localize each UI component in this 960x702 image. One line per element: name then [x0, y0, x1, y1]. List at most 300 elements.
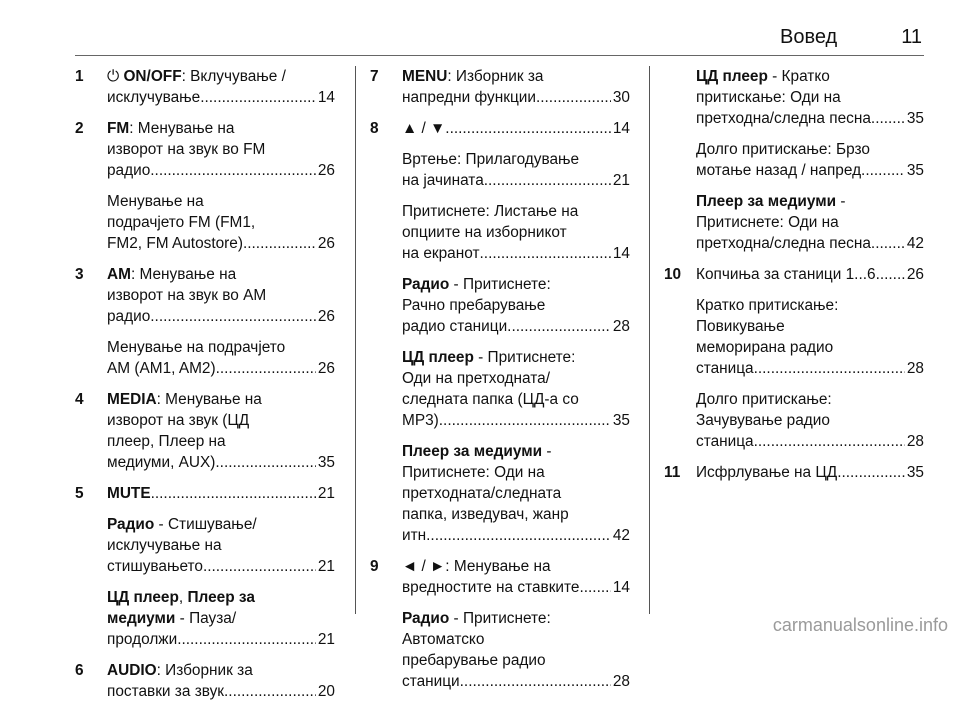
page-ref: 21: [317, 631, 335, 648]
entry-line: [402, 170, 630, 191]
entry-line: [107, 160, 335, 181]
entry-line: [696, 212, 924, 233]
entry-desc: FM2, FM Autostore): [107, 235, 243, 252]
entry-text: [402, 170, 484, 191]
entry-line: [402, 629, 630, 650]
entry-text: [402, 577, 579, 598]
page-number: 11: [901, 26, 922, 48]
entry-line: [107, 608, 335, 629]
entry-keyword: Радио: [402, 276, 450, 293]
dot-leader: [507, 316, 611, 337]
entry-line: [696, 233, 924, 254]
column-1: [75, 66, 335, 702]
dot-leader: [177, 629, 316, 650]
entry-keyword: ЦД плеер: [107, 589, 179, 606]
index-entry: [75, 118, 335, 254]
index-entry: [664, 462, 924, 483]
entry-desc: опциите на изборникот: [402, 224, 567, 241]
entry-text: [696, 412, 830, 429]
index-entry: [75, 66, 335, 108]
entry-desc: изворот на звук во AM: [107, 287, 267, 304]
page-ref: 35: [612, 412, 630, 429]
entry-text: [696, 68, 830, 85]
page-ref: 26: [317, 162, 335, 179]
entry-number: 5: [75, 485, 84, 502]
index-entry: [75, 264, 335, 379]
page-ref: 26: [906, 266, 924, 283]
page-ref: 14: [612, 245, 630, 262]
entry-line: [107, 66, 335, 87]
entry-line: [107, 410, 335, 431]
entry-text: [696, 391, 832, 408]
entry-text: [107, 287, 266, 304]
entry-line: [696, 66, 924, 87]
page-ref: 14: [612, 579, 630, 596]
index-entry: [75, 389, 335, 473]
entry-paragraph: [107, 514, 335, 577]
header-rule: [75, 55, 924, 56]
entry-paragraph: [402, 556, 630, 598]
entry-desc: мотање назад / напред: [696, 162, 862, 179]
entry-paragraph: [696, 462, 924, 483]
entry-line: [696, 160, 924, 181]
entry-desc: стишувањето: [107, 558, 203, 575]
entry-line: [402, 118, 630, 139]
entry-text: [107, 233, 243, 254]
entry-desc: притискање: Оди на: [696, 89, 841, 106]
entry-text: [107, 141, 265, 158]
entry-desc: - Стишување/: [154, 516, 257, 533]
entry-desc: : Изборник за: [447, 68, 544, 85]
entry-paragraph: [107, 118, 335, 181]
entry-line: [402, 201, 630, 222]
entry-desc: Исфрлување на ЦД: [696, 464, 838, 481]
entry-desc: Повикување: [696, 318, 785, 335]
entry-desc: Вртење: Прилагодување: [402, 151, 580, 168]
entry-desc: : Менување на: [156, 391, 262, 408]
entry-text: [107, 193, 204, 210]
entry-desc: Долго притискање: Брзо: [696, 141, 870, 158]
entry-desc: Автоматско: [402, 631, 485, 648]
entry-text: [107, 68, 286, 85]
entry-number: 8: [370, 120, 379, 137]
entry-line: [107, 452, 335, 473]
entry-line: [402, 87, 630, 108]
entry-line: [696, 337, 924, 358]
entry-line: [107, 139, 335, 160]
entry-text: [402, 391, 579, 408]
entry-text: [402, 297, 545, 314]
power-icon: ⏻: [107, 68, 124, 85]
entry-line: [402, 483, 630, 504]
entry-line: [402, 66, 630, 87]
entry-desc: радио: [107, 162, 151, 179]
dot-leader: [484, 170, 611, 191]
entry-desc: : Изборник за: [156, 662, 253, 679]
entry-desc: Кратко притискање:: [696, 297, 839, 314]
entry-text: [696, 431, 754, 452]
entry-text: [402, 68, 543, 85]
watermark: carmanualsonline.info: [772, 615, 948, 635]
entry-desc: Притиснете: Листање на: [402, 203, 579, 220]
entry-desc: напредни функции: [402, 89, 536, 106]
entry-text: [107, 452, 215, 473]
column-2: [370, 66, 630, 692]
page-ref: 28: [612, 318, 630, 335]
entry-desc: изворот на звук (ЦД: [107, 412, 250, 429]
entry-text: [402, 558, 551, 575]
entry-text: [402, 410, 439, 431]
entry-desc: - Пауза/: [175, 610, 237, 627]
entry-text: [696, 89, 841, 106]
entry-text: [696, 160, 861, 181]
entry-paragraph: [107, 191, 335, 254]
entry-line: [696, 462, 924, 483]
entry-line: [402, 274, 630, 295]
dot-leader: [480, 243, 611, 264]
entry-text: [107, 433, 226, 450]
entry-text: [402, 506, 569, 523]
dot-leader: [151, 483, 316, 504]
entry-paragraph: [107, 66, 335, 108]
entry-desc: исклучување на: [107, 537, 222, 554]
entry-desc: папка, изведувач, жанр: [402, 506, 569, 523]
entry-text: [696, 193, 846, 210]
entry-text: [402, 652, 546, 669]
entry-text: [402, 316, 507, 337]
entry-keyword: медиуми: [107, 610, 176, 627]
entry-keyword: ЦД плеер: [696, 68, 768, 85]
entry-text: [107, 120, 235, 137]
entry-line: [402, 671, 630, 692]
dot-leader: [754, 358, 905, 379]
dot-leader: [837, 462, 905, 483]
entry-line: [107, 556, 335, 577]
entry-text: [696, 318, 785, 335]
page-ref: 26: [317, 360, 335, 377]
page-ref: 28: [612, 673, 630, 690]
entry-line: [402, 556, 630, 577]
entry-line: [696, 139, 924, 160]
entry-keyword: Плеер за медиуми: [696, 193, 837, 210]
page-ref: 21: [612, 172, 630, 189]
entry-keyword: MEDIA: [107, 391, 157, 408]
entry-line: [696, 87, 924, 108]
page-ref: 26: [317, 308, 335, 325]
index-entry: [370, 118, 630, 546]
entry-line: [696, 108, 924, 129]
entry-text: [402, 203, 578, 220]
entry-desc: - Притиснете:: [449, 276, 551, 293]
entry-desc: Менување на: [107, 193, 204, 210]
entry-paragraph: [107, 587, 335, 650]
entry-keyword: ON/OFF: [123, 68, 182, 85]
entry-line: [107, 285, 335, 306]
entry-text: [107, 556, 203, 577]
entry-text: [696, 108, 871, 129]
entry-line: [107, 233, 335, 254]
entry-text: [402, 276, 551, 293]
entry-paragraph: [402, 608, 630, 692]
entry-number: 1: [75, 68, 84, 85]
entry-number: 4: [75, 391, 84, 408]
entry-text: [107, 412, 249, 429]
entry-line: [107, 389, 335, 410]
index-entry: [664, 264, 924, 452]
entry-desc: изворот на звук во FM: [107, 141, 266, 158]
entry-paragraph: [402, 347, 630, 431]
entry-line: [402, 650, 630, 671]
entry-text: [402, 485, 561, 502]
entry-desc: итн.: [402, 527, 431, 544]
entry-line: [107, 514, 335, 535]
entry-line: [696, 264, 924, 285]
entry-line: [402, 525, 630, 546]
entry-line: [696, 410, 924, 431]
entry-text: [402, 464, 545, 481]
entry-keyword: AUDIO: [107, 662, 157, 679]
entry-desc: вредностите на ставките: [402, 579, 580, 596]
entry-text: [696, 358, 754, 379]
entry-line: [696, 358, 924, 379]
entry-desc: : Менување на: [129, 120, 235, 137]
entry-paragraph: [107, 264, 335, 327]
entry-text: [402, 349, 575, 366]
entry-line: [107, 306, 335, 327]
entry-line: [402, 462, 630, 483]
entry-desc: поставки за звук: [107, 683, 225, 700]
entry-text: [107, 610, 236, 627]
entry-line: [107, 87, 335, 108]
entry-desc: претходната/следната: [402, 485, 562, 502]
entry-desc: на јачината: [402, 172, 484, 189]
entry-paragraph: [107, 337, 335, 379]
column-3: [664, 66, 924, 483]
dot-leader: [439, 410, 611, 431]
index-entry: [370, 556, 630, 692]
entry-line: [107, 535, 335, 556]
entry-number: 7: [370, 68, 379, 85]
entry-desc: Менување на подрачјето: [107, 339, 286, 356]
index-entry: [664, 66, 924, 254]
entry-line: [402, 410, 630, 431]
entry-line: [402, 243, 630, 264]
page-ref: 26: [317, 235, 335, 252]
entry-desc: исклучување: [107, 89, 201, 106]
dot-leader: [216, 358, 316, 379]
dot-leader: [871, 108, 905, 129]
entry-line: [107, 681, 335, 702]
entry-text: [402, 224, 567, 241]
dot-leader: [243, 233, 316, 254]
entry-desc: станици: [402, 673, 460, 690]
dot-leader: [224, 681, 316, 702]
entry-text: [696, 297, 838, 314]
entry-text: [696, 264, 876, 285]
entry-text: [402, 631, 484, 648]
entry-line: [402, 347, 630, 368]
entry-desc: Зачувување радио: [696, 412, 830, 429]
page-header: [780, 26, 922, 49]
entry-keyword: MENU: [402, 68, 448, 85]
entry-number: 3: [75, 266, 84, 283]
entry-line: [402, 504, 630, 525]
entry-text: [402, 151, 579, 168]
entry-line: [107, 587, 335, 608]
entry-text: [402, 87, 536, 108]
index-entry: [370, 66, 630, 108]
dot-leader: [200, 87, 316, 108]
entry-paragraph: [696, 389, 924, 452]
dot-leader: [215, 452, 315, 473]
entry-text: [107, 87, 200, 108]
entry-desc: ◄ / ►: Менување на: [402, 558, 551, 575]
entry-text: [696, 462, 837, 483]
entry-text: [107, 681, 224, 702]
entry-paragraph: [402, 66, 630, 108]
entry-line: [107, 660, 335, 681]
entry-number: 11: [664, 464, 681, 481]
entry-paragraph: [696, 139, 924, 181]
entry-paragraph: [402, 441, 630, 546]
entry-text: [107, 266, 236, 283]
entry-line: [402, 577, 630, 598]
entry-line: [107, 629, 335, 650]
entry-paragraph: [696, 66, 924, 129]
entry-desc: станица: [696, 360, 754, 377]
index-entry: [75, 660, 335, 702]
entry-desc: пребарување радио: [402, 652, 546, 669]
entry-keyword: Радио: [107, 516, 155, 533]
entry-text: [107, 391, 262, 408]
index-entry: [75, 483, 335, 650]
entry-desc: : Менување на: [130, 266, 237, 283]
entry-number: 6: [75, 662, 84, 679]
column-divider: [355, 66, 356, 614]
entry-text: [402, 370, 550, 387]
entry-desc: : Вклучување /: [181, 68, 286, 85]
entry-desc: Рачно пребарување: [402, 297, 546, 314]
page-ref: 14: [612, 120, 630, 137]
entry-text: [696, 233, 871, 254]
entry-paragraph: [402, 118, 630, 139]
dot-leader: [203, 556, 316, 577]
entry-text: [696, 214, 839, 231]
page-ref: 21: [317, 485, 335, 502]
page-ref: 42: [612, 527, 630, 544]
entry-paragraph: [402, 274, 630, 337]
entry-text: [402, 610, 551, 627]
dot-leader: [876, 264, 905, 285]
entry-line: [107, 483, 335, 504]
column-divider: [649, 66, 650, 614]
entry-number: 2: [75, 120, 84, 137]
entry-text: [107, 160, 150, 181]
entry-keyword: MUTE: [107, 485, 151, 502]
entry-line: [696, 431, 924, 452]
entry-desc: продолжи: [107, 631, 178, 648]
entry-line: [107, 191, 335, 212]
entry-text: [107, 358, 216, 379]
entry-line: [402, 222, 630, 243]
entry-text: [402, 443, 552, 460]
entry-desc: подрачјето FM (FM1,: [107, 214, 256, 231]
entry-desc: ,: [178, 589, 188, 606]
entry-desc: станица: [696, 433, 754, 450]
entry-text: [107, 214, 255, 231]
dot-leader: [445, 118, 611, 139]
entry-text: [402, 243, 480, 264]
entry-line: [402, 295, 630, 316]
page-ref: 35: [906, 464, 924, 481]
entry-desc: - Притиснете:: [473, 349, 576, 366]
entry-line: [107, 431, 335, 452]
dot-leader: [430, 525, 610, 546]
entry-desc: Долго притискање:: [696, 391, 832, 408]
entry-keyword: FM: [107, 120, 130, 137]
entry-desc: -: [836, 193, 846, 210]
entry-text: [402, 525, 430, 546]
entry-desc: претходна/следна песна: [696, 235, 871, 252]
entry-line: [107, 118, 335, 139]
entry-text: [107, 629, 177, 650]
entry-desc: Притиснете: Оди на: [402, 464, 545, 481]
entry-desc: -: [542, 443, 552, 460]
entry-paragraph: [696, 191, 924, 254]
entry-desc: меморирана радио: [696, 339, 834, 356]
entry-paragraph: [107, 483, 335, 504]
entry-paragraph: [402, 149, 630, 191]
entry-desc: претходна/следна песна: [696, 110, 871, 127]
entry-text: [402, 118, 445, 139]
entry-line: [402, 149, 630, 170]
entry-line: [402, 368, 630, 389]
page-ref: 21: [317, 558, 335, 575]
entry-number: 10: [664, 266, 682, 283]
page-ref: 35: [906, 110, 924, 127]
dot-leader: [861, 160, 905, 181]
entry-line: [696, 389, 924, 410]
entry-desc: следната папка (ЦД-а со: [402, 391, 579, 408]
entry-text: [107, 589, 255, 606]
entry-paragraph: [107, 660, 335, 702]
entry-desc: Оди на претходната/: [402, 370, 550, 387]
dot-leader: [150, 160, 316, 181]
dot-leader: [754, 431, 905, 452]
entry-keyword: ЦД плеер: [402, 349, 474, 366]
entry-paragraph: [696, 295, 924, 379]
entry-paragraph: [696, 264, 924, 285]
page-ref: 20: [317, 683, 335, 700]
entry-desc: ▲ / ▼: [402, 120, 446, 137]
entry-desc: радио: [107, 308, 151, 325]
entry-line: [696, 295, 924, 316]
header-title: Вовед: [780, 26, 838, 48]
entry-desc: радио станици: [402, 318, 508, 335]
entry-desc: Копчиња за станици 1...6: [696, 266, 876, 283]
dot-leader: [536, 87, 611, 108]
dot-leader: [150, 306, 316, 327]
entry-text: [696, 141, 870, 158]
entry-desc: MP3): [402, 412, 439, 429]
entry-text: [107, 306, 150, 327]
entry-keyword: Радио: [402, 610, 450, 627]
page-ref: 14: [317, 89, 335, 106]
page-ref: 30: [612, 89, 630, 106]
entry-line: [107, 358, 335, 379]
entry-line: [402, 608, 630, 629]
entry-line: [402, 316, 630, 337]
